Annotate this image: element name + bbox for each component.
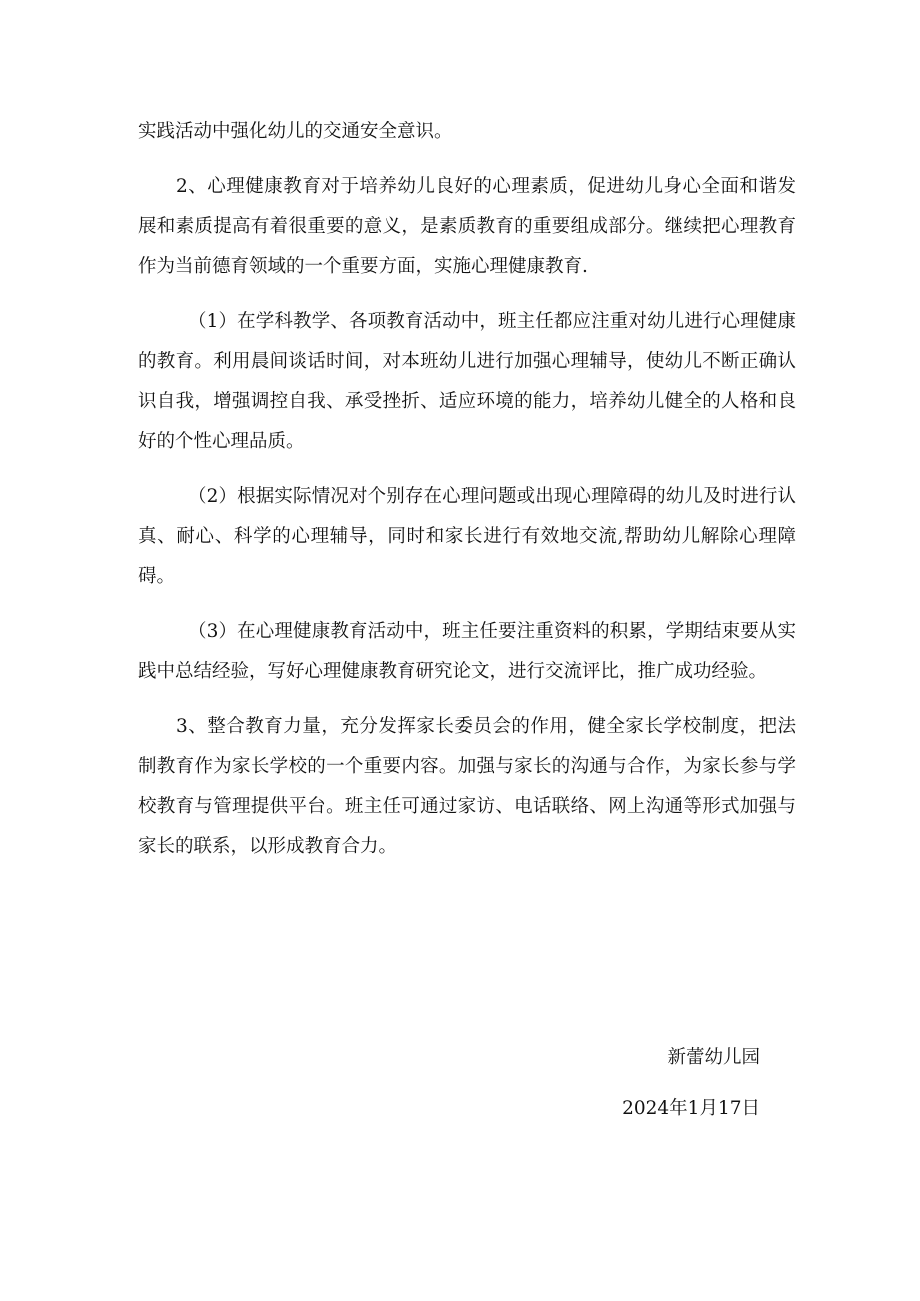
date: 2024年1月17日 — [622, 1098, 760, 1119]
document-body — [138, 112, 796, 867]
paragraph-item-2: （2）根据实际情况对个别存在心理问题或出现心理障碍的幼儿及时进行认真、耐心、科学的心理辅导，同时和家长进行有效地交流,帮助幼儿解除心理障碍。 — [138, 486, 796, 587]
paragraph-item-3: （3）在心理健康教育活动中，班主任要注重资料的积累，学期结束要从实践中总结经验，写好心理健康教育研究论文，进行交流评比，推广成功经验。 — [138, 621, 796, 682]
paragraph-item-1: （1）在学科教学、各项教育活动中，班主任都应注重对幼儿进行心理健康的教育。利用晨间谈话时间，对本班幼儿进行加强心理辅导，使幼儿不断正确认识自我，增强调控自我、承受挫折、适应环境的能力，培养幼儿健全的人格和良好的个性心理品质。 — [138, 311, 796, 452]
paragraph-intro: 实践活动中强化幼儿的交通安全意识。 — [138, 121, 453, 142]
paragraph-section-2: 2、心理健康教育对于培养幼儿良好的心理素质，促进幼儿身心全面和谐发展和素质提高有着很重要的意义，是素质教育的重要组成部分。继续把心理教育作为当前德育领域的一个重要方面，实施心理健康教育. — [138, 176, 796, 277]
signature: 新蕾幼儿园 — [667, 1047, 760, 1068]
paragraph-section-3: 3、整合教育力量，充分发挥家长委员会的作用，健全家长学校制度，把法制教育作为家长学校的一个重要内容。加强与家长的沟通与合作，为家长参与学校教育与管理提供平台。班主任可通过家访、电话联络、网上沟通等形式加强与家长的联系，以形成教育合力。 — [138, 716, 796, 857]
